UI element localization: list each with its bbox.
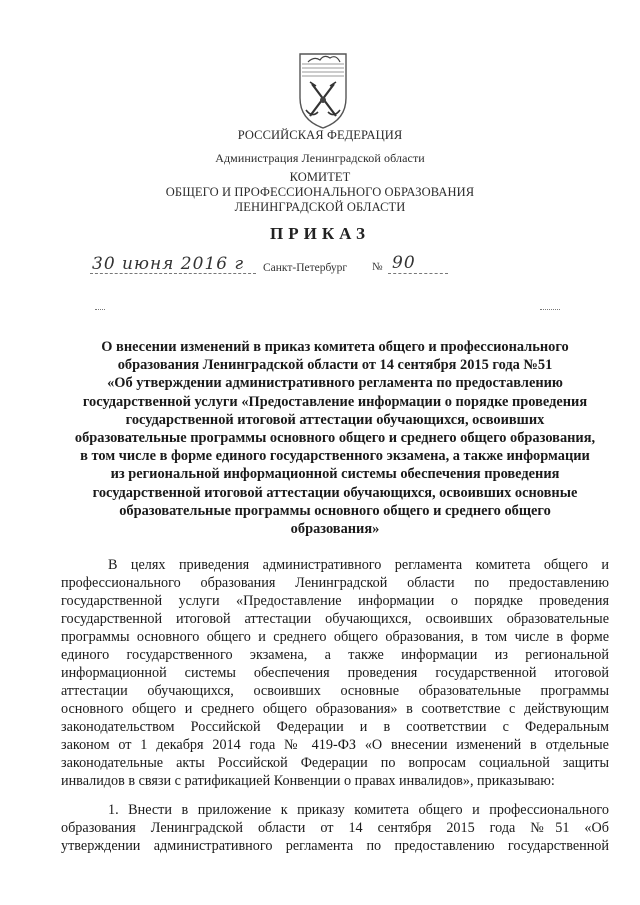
heading-line: государственной услуги «Предоставление информации о порядке проведения <box>82 393 588 410</box>
number-sign: № <box>372 261 383 273</box>
heading-line: образования» <box>290 521 380 538</box>
body-line: государственной итоговой аттестации обучающихся, освоивших образовательные <box>61 611 609 627</box>
body-line: аттестации обучающихся, освоивших основные образовательные программы <box>61 683 609 699</box>
city-label: Санкт-Петербург <box>263 262 348 274</box>
body-line: В целях приведения административного регламента комитета общего и <box>108 557 609 573</box>
heading-line: государственной итоговой аттестации обучающихся, освоивших <box>125 411 545 428</box>
body-line: инвалидов в связи с ратификацией Конвенции о правах инвалидов», приказываю: <box>61 773 555 789</box>
body-line: информационной системы обеспечения проведения государственной итоговой <box>61 665 609 681</box>
heading-line: государственной итоговой аттестации обучающихся, освоивших основные <box>92 484 578 501</box>
body-line: единого государственного экзамена, а также информации из региональной <box>61 647 609 663</box>
paragraph-item-1 <box>61 801 609 855</box>
header-committee-line-1: КОМИТЕТ <box>289 170 351 184</box>
date-underline <box>90 273 256 274</box>
heading-line: из региональной информационной системы обеспечения проведения <box>110 466 560 483</box>
body-line: образования Ленинградской области от 14 сентября 2015 года №51 «Об <box>61 820 609 836</box>
body-line: основного общего и среднего общего образования» в соответствие с действующим <box>61 701 609 717</box>
header-committee-line-2: ОБЩЕГО И ПРОФЕССИОНАЛЬНОГО ОБРАЗОВАНИЯ <box>165 185 475 199</box>
number-underline <box>388 273 448 274</box>
heading-line: образовательные программы основного общего и среднего общего <box>119 502 551 519</box>
heading-line: в том числе в форме единого государственного экзамена, а также информации <box>80 448 590 465</box>
coat-of-arms-emblem <box>294 50 352 130</box>
header-administration: Администрация Ленинградской области <box>215 151 425 165</box>
mark-left <box>95 309 105 310</box>
body-line: государственной услуги «Предоставление информации о порядке проведения <box>61 593 609 609</box>
heading-line: образовательные программы основного общего и среднего общего образования, <box>74 430 596 447</box>
heading-line: образования Ленинградской области от 14 сентября 2015 года №51 <box>117 357 553 374</box>
handwritten-number: 90 <box>392 253 416 273</box>
order-body <box>61 556 609 855</box>
body-line: законодательные акты Российской Федерации по вопросам социальной защиты <box>61 755 609 771</box>
body-line: законодательством Российской Федерации и в соответствии с Федеральным <box>61 719 609 735</box>
body-line: профессионального образования Ленинградской области по предоставлению <box>61 575 609 591</box>
body-line: программы основного общего и среднего общего образования, в том числе в форме <box>61 629 609 645</box>
body-line: 1. Внести в приложение к приказу комитета общего и профессионального <box>108 802 609 818</box>
body-line: законом от 1 декабря 2014 года № 419-ФЗ «О внесении изменений в отдельные <box>61 737 609 753</box>
body-line: утверждении административного регламента по предоставлению государственной <box>61 838 609 854</box>
heading-line: О внесении изменений в приказ комитета общего и профессионального <box>101 339 569 355</box>
document-title: ПРИКАЗ <box>270 224 370 243</box>
paragraph-preamble <box>61 556 609 790</box>
heading-line: «Об утверждении административного регламента по предоставлению <box>107 375 563 392</box>
header-committee-line-3: ЛЕНИНГРАДСКОЙ ОБЛАСТИ <box>234 200 406 214</box>
mark-right <box>540 309 560 310</box>
handwritten-date: 30 июня 2016 г <box>92 254 245 274</box>
header-country: РОССИЙСКАЯ ФЕДЕРАЦИЯ <box>237 128 403 142</box>
order-heading <box>55 338 615 538</box>
